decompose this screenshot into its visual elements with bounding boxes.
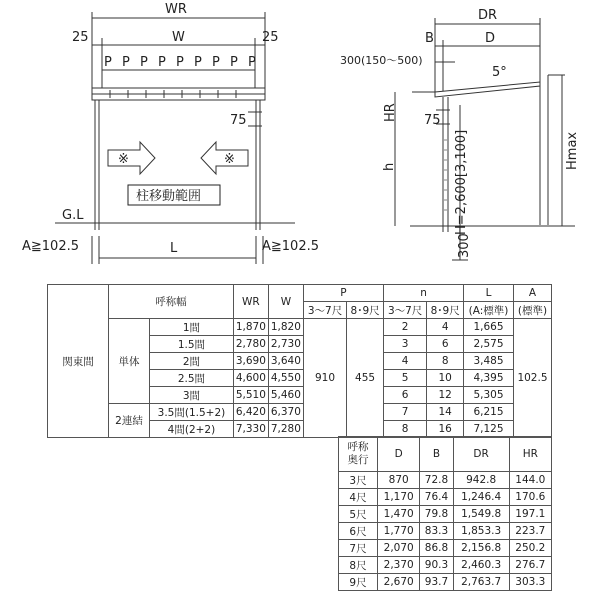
hr-cell: 170.6: [509, 489, 551, 506]
dr-cell: 1,549.8: [453, 506, 509, 523]
w-cell: 5,460: [268, 387, 303, 404]
p-label: P: [176, 55, 184, 70]
side-view-diagram: [340, 0, 600, 275]
p-label: P: [122, 55, 130, 70]
b-cell: 79.8: [420, 506, 453, 523]
l-cell: 5,305: [464, 387, 514, 404]
d-cell: 2,070: [378, 540, 420, 557]
n2-cell: 8: [427, 353, 464, 370]
b-header: B: [420, 437, 453, 472]
wr-cell: 5,510: [233, 387, 268, 404]
b-cell: 76.4: [420, 489, 453, 506]
b-cell: 93.7: [420, 574, 453, 591]
table-row: [339, 574, 552, 591]
l-label: L: [170, 241, 178, 256]
arrow-mark-left: ※: [118, 152, 129, 167]
dr-cell: 942.8: [453, 472, 509, 489]
hr-cell: 223.7: [509, 523, 551, 540]
wr-cell: 6,420: [233, 404, 268, 421]
hr-header: HR: [509, 437, 551, 472]
b-cell: 83.3: [420, 523, 453, 540]
depth-name-cell: 8尺: [339, 557, 378, 574]
l-sub-header: (A:標準): [464, 302, 514, 319]
depth-name-header: 呼称 奥行: [339, 437, 378, 472]
wr-cell: 7,330: [233, 421, 268, 438]
p-label: P: [230, 55, 238, 70]
l-cell: 4,395: [464, 370, 514, 387]
table-row: [339, 472, 552, 489]
depth-spec-table: [338, 436, 552, 591]
p-value-cell: 910: [303, 319, 346, 438]
n-sub-header: 8･9尺: [427, 302, 464, 319]
range-label: 柱移動範囲: [136, 189, 202, 204]
depth-name-cell: 9尺: [339, 574, 378, 591]
n1-cell: 4: [384, 353, 427, 370]
w-cell: 1,820: [268, 319, 303, 336]
dr-cell: 1,246.4: [453, 489, 509, 506]
wr-cell: 4,600: [233, 370, 268, 387]
hr-cell: 144.0: [509, 472, 551, 489]
n2-cell: 4: [427, 319, 464, 336]
front-view-diagram: [0, 0, 340, 270]
name-cell: 2間: [150, 353, 234, 370]
dr-cell: 2,460.3: [453, 557, 509, 574]
name-cell: 1.5間: [150, 336, 234, 353]
depth-name-cell: 7尺: [339, 540, 378, 557]
w-cell: 7,280: [268, 421, 303, 438]
d-cell: 1,170: [378, 489, 420, 506]
w-cell: 6,370: [268, 404, 303, 421]
dr-header: DR: [453, 437, 509, 472]
post-gap-label: 75: [230, 113, 247, 128]
hr-cell: 197.1: [509, 506, 551, 523]
group-cell: 単体: [109, 319, 150, 404]
n2-cell: 6: [427, 336, 464, 353]
p-label: P: [212, 55, 220, 70]
n2-cell: 16: [427, 421, 464, 438]
angle-label: 5°: [492, 65, 507, 80]
group-cell: 2連結: [109, 404, 150, 438]
n1-cell: 7: [384, 404, 427, 421]
n-sub-header: 3～7尺: [384, 302, 427, 319]
n1-cell: 3: [384, 336, 427, 353]
region-cell: 関東間: [48, 285, 109, 438]
p-label: P: [194, 55, 202, 70]
p-label: P: [158, 55, 166, 70]
l-cell: 2,575: [464, 336, 514, 353]
n1-cell: 2: [384, 319, 427, 336]
n1-cell: 5: [384, 370, 427, 387]
d-cell: 870: [378, 472, 420, 489]
d-header: D: [378, 437, 420, 472]
offset-label: 300(150～500): [340, 54, 423, 67]
table-row: [48, 404, 552, 421]
table-row: [339, 523, 552, 540]
l-cell: 7,125: [464, 421, 514, 438]
l-cell: 3,485: [464, 353, 514, 370]
wr-cell: 3,690: [233, 353, 268, 370]
wr-label: WR: [165, 2, 187, 17]
dr-label: DR: [478, 8, 498, 23]
dr-cell: 1,853.3: [453, 523, 509, 540]
hr-cell: 250.2: [509, 540, 551, 557]
b-cell: 86.8: [420, 540, 453, 557]
a-right-label: A≧102.5: [262, 239, 320, 254]
p-label: P: [104, 55, 112, 70]
name-cell: 3.5間(1.5+2): [150, 404, 234, 421]
table-row: [48, 319, 552, 336]
l-cell: 1,665: [464, 319, 514, 336]
a-value-cell: 102.5: [513, 319, 551, 438]
post-gap-label: 75: [424, 113, 441, 128]
d-label: D: [485, 31, 496, 46]
w-header: W: [268, 285, 303, 319]
table-row: [339, 557, 552, 574]
a-header: A: [513, 285, 551, 302]
b-label: B: [425, 31, 434, 46]
margin-left-label: 25: [72, 30, 89, 45]
n2-cell: 10: [427, 370, 464, 387]
h-label: h: [382, 162, 397, 171]
p-label: P: [248, 55, 256, 70]
d-cell: 1,770: [378, 523, 420, 540]
n2-cell: 12: [427, 387, 464, 404]
w-cell: 2,730: [268, 336, 303, 353]
w-cell: 4,550: [268, 370, 303, 387]
d-cell: 2,670: [378, 574, 420, 591]
name-cell: 4間(2+2): [150, 421, 234, 438]
height-label: H=2,600[3,100]: [454, 129, 469, 235]
width-spec-table: [47, 284, 552, 438]
w-label: W: [172, 30, 185, 45]
d-cell: 1,470: [378, 506, 420, 523]
hmax-label: Hmax: [565, 131, 580, 170]
hr-cell: 276.7: [509, 557, 551, 574]
depth-name-cell: 4尺: [339, 489, 378, 506]
n1-cell: 8: [384, 421, 427, 438]
n-header: n: [384, 285, 464, 302]
arrow-mark-right: ※: [224, 152, 235, 167]
margin-right-label: 25: [262, 30, 279, 45]
bottom-label: 300: [457, 233, 472, 258]
depth-name-cell: 3尺: [339, 472, 378, 489]
l-header: L: [464, 285, 514, 302]
table-row: [339, 489, 552, 506]
w-cell: 3,640: [268, 353, 303, 370]
b-cell: 90.3: [420, 557, 453, 574]
wr-cell: 2,780: [233, 336, 268, 353]
dr-cell: 2,763.7: [453, 574, 509, 591]
p-value-cell: 455: [347, 319, 384, 438]
a-sub-header: (標準): [513, 302, 551, 319]
a-left-label: A≧102.5: [22, 239, 80, 254]
b-cell: 72.8: [420, 472, 453, 489]
gl-label: G.L: [62, 208, 84, 223]
depth-name-cell: 6尺: [339, 523, 378, 540]
hr-cell: 303.3: [509, 574, 551, 591]
table-row: [339, 506, 552, 523]
wr-cell: 1,870: [233, 319, 268, 336]
p-header: P: [303, 285, 383, 302]
table-row: [339, 540, 552, 557]
name-cell: 1間: [150, 319, 234, 336]
d-cell: 2,370: [378, 557, 420, 574]
name-header: 呼称幅: [109, 285, 234, 319]
name-cell: 3間: [150, 387, 234, 404]
hr-label: HR: [383, 103, 398, 122]
n2-cell: 14: [427, 404, 464, 421]
dr-cell: 2,156.8: [453, 540, 509, 557]
p-sub-header: 8･9尺: [347, 302, 384, 319]
depth-name-cell: 5尺: [339, 506, 378, 523]
name-cell: 2.5間: [150, 370, 234, 387]
p-sub-header: 3～7尺: [303, 302, 346, 319]
wr-header: WR: [233, 285, 268, 319]
n1-cell: 6: [384, 387, 427, 404]
p-label: P: [140, 55, 148, 70]
l-cell: 6,215: [464, 404, 514, 421]
